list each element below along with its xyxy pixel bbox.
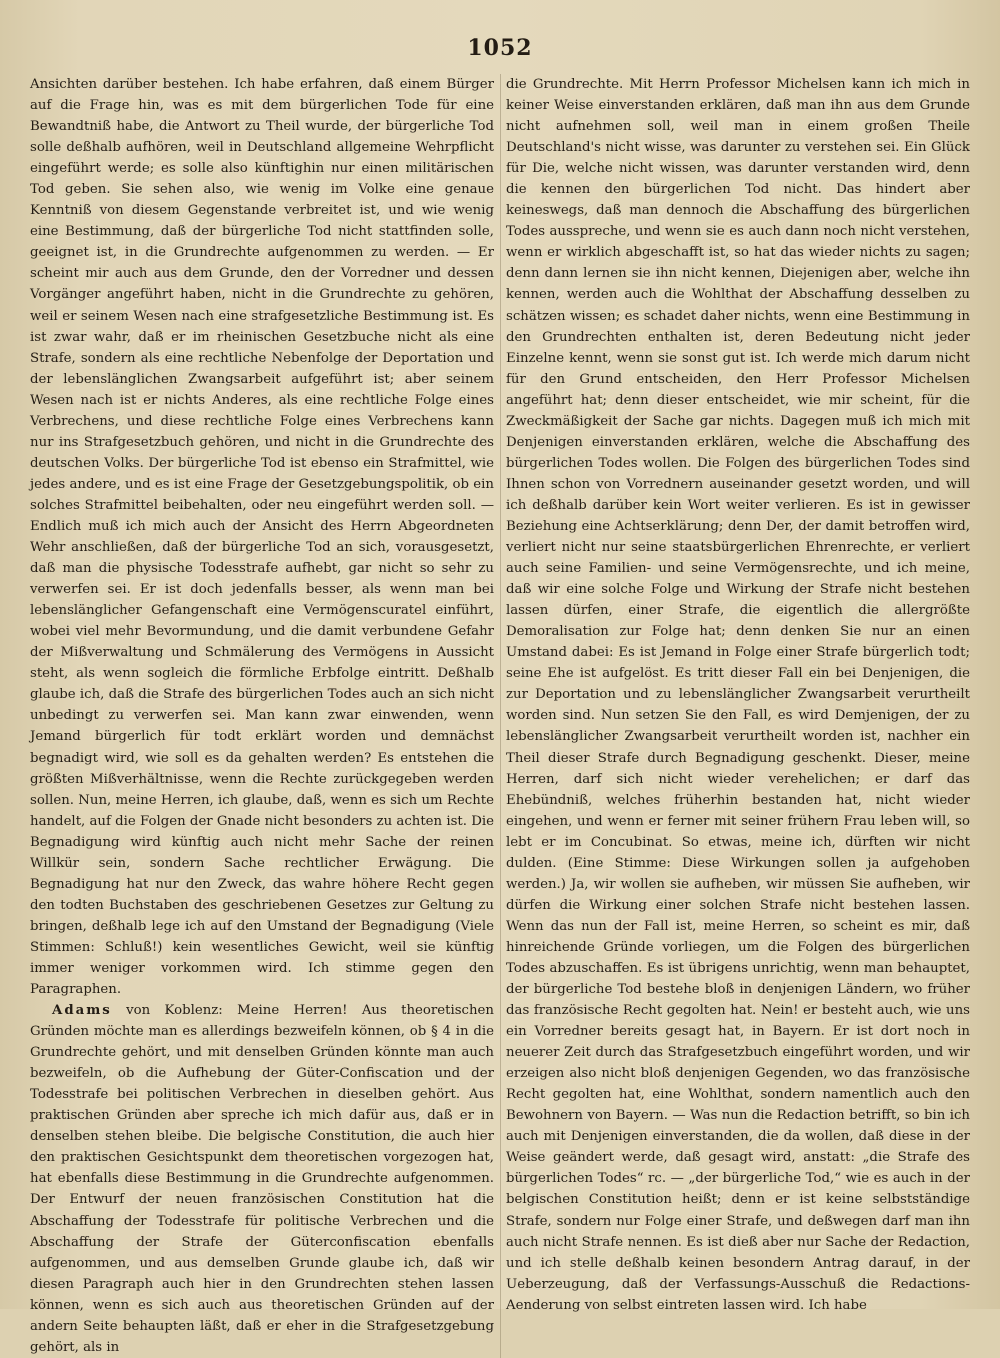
text-columns (30, 74, 970, 1358)
column-divider (500, 74, 501, 1358)
right-column (506, 74, 970, 1316)
page-number: 1052 (467, 35, 533, 61)
paragraph: Ansichten darüber bestehen. Ich habe erfahren, daß einem Bürger auf die Frage hin, was es mit dem bürgerlichen Tode für eine Bewandtniß habe, die Antwort zu Theil wurde, der bürgerliche Tod solle deßhalb aufhören, weil in Deutschland allgemeine Wehrpflicht eingeführt werde; es solle also künftighin nur einen militärischen Tod geben. Sie sehen also, wie wenig im Volke eine genaue Kenntniß von diesem Gegenstande verbreitet ist, und wie wenig eine Bestimmung, daß der bürgerliche Tod nicht stattfinden solle, geeignet ist, in die Grundrechte aufgenommen zu werden. — Er scheint mir auch aus dem Grunde, den der Vorredner und dessen Vorgänger angeführt haben, nicht in die Grundrechte zu gehören, weil er seinem Wesen nach eine strafgesetzliche Bestimmung ist. Es ist zwar wahr, daß er im rheinischen Gesetzbuche nicht als eine Strafe, sondern als eine rechtliche Nebenfolge der Deportation und der lebenslänglichen Zwangsarbeit aufgeführt ist; aber seinem Wesen nach ist er nichts Anderes, als eine rechtliche Folge eines Verbrechens, und diese rechtliche Folge eines Verbrechens kann nur ins Strafgesetzbuch gehören, und nicht in die Grundrechte des deutschen Volks. Der bürgerliche Tod ist ebenso ein Strafmittel, wie jedes andere, und es ist eine Frage der Gesetzgebungspolitik, ob ein solches Strafmittel beibehalten, oder neu eingeführt werden soll. — Endlich muß ich mich auch der Ansicht des Herrn Abgeordneten Wehr anschließen, daß der bürgerliche Tod an sich, vorausgesetzt, daß man die physische Todesstrafe aufhebt, gar nicht so sehr zu verwerfen sei. Er ist doch jedenfalls besser, als wenn man bei lebenslänglicher Gefangenschaft eine Vermögenscuratel einführt, wobei viel mehr Bevormundung, und die damit verbundene Gefahr der Mißverwaltung und Schmälerung des Vermögens in Aussicht steht, als wenn sogleich die förmliche Erbfolge eintritt. Deßhalb glaube ich, daß die Strafe des bürgerlichen Todes auch an sich nicht unbedingt zu verwerfen sei. Man kann zwar einwenden, wenn Jemand bürgerlich für todt erklärt worden und demnächst begnadigt wird, wie soll es da gehalten werden? Es entstehen die größten Mißverhältnisse, wenn die Rechte zurückgegeben werden sollen. Nun, meine Herren, ich glaube, daß, wenn es sich um Rechte handelt, auf die Folgen der Gnade nicht besonders zu achten ist. Die Begnadigung wird künftig auch nicht mehr Sache der reinen Willkür sein, sondern Sache rechtlicher Erwägung. Die Begnadigung hat nur den Zweck, das wahre höhere Recht gegen den todten Buchstaben des geschriebenen Gesetzes zur Geltung zu bringen, deßhalb lege ich auf den Umstand der Begnadigung (Viele Stimmen: Schluß!) kein wesentliches Gewicht, weil sie künftig immer weniger vorkommen wird. Ich stimme gegen den Paragraphen. (30, 77, 494, 998)
speaker-name: Adams (52, 1003, 112, 1019)
paragraph-text: von Koblenz: Meine Herren! Aus theoretischen Gründen möchte man es allerdings bezweifeln können, ob § 4 in die Grundrechte gehört, und mit denselben Gründen könnte man auch bezweifeln, ob die Aufhebung der Güter-Confiscation und der Todesstrafe bei politischen Verbrechen in dieselben gehört. Aus praktischen Gründen aber spreche ich mich dafür aus, daß er in denselben stehen bleibe. Die belgische Constitution, die auch hier den praktischen Gesichtspunkt dem theoretischen vorgezogen hat, hat ebenfalls diese Bestimmung in die Grundrechte aufgenommen. Der Entwurf der neuen französischen Constitution hat die Abschaffung der Todesstrafe für politische Verbrechen und die Abschaffung der Strafe der Güterconfiscation ebenfalls aufgenommen, und aus demselben Grunde glaube ich, daß wir diesen Paragraph auch hier in den Grundrechten stehen lassen können, wenn es sich auch aus theoretischen Gründen auf der andern Seite behaupten läßt, daß er eher in die Strafgesetzgebung gehört, als in (30, 1003, 494, 1355)
paragraph: die Grundrechte. Mit Herrn Professor Michelsen kann ich mich in keiner Weise einverstanden erklären, daß man ihn aus dem Grunde nicht aufnehmen soll, weil man in einem großen Theile Deutschland's nicht wisse, was darunter zu verstehen sei. Ein Glück für Die, welche nicht wissen, was darunter verstanden wird, denn die kennen den bürgerlichen Tod nicht. Das hindert aber keineswegs, daß man dennoch die Abschaffung des bürgerlichen Todes ausspreche, und wenn sie es auch dann noch nicht verstehen, wenn er wirklich abgeschafft ist, so hat das wieder nichts zu sagen; denn dann lernen sie ihn nicht kennen, Diejenigen aber, welche ihn kennen, werden auch die Wohlthat der Abschaffung desselben zu schätzen wissen; es schadet daher nichts, wenn eine Bestimmung in den Grundrechten enthalten ist, deren Bedeutung nicht jeder Einzelne kennt, wenn sie sonst gut ist. Ich werde mich darum nicht für den Grund entscheiden, den Herr Professor Michelsen angeführt hat; denn dieser entscheidet, wie mir scheint, für die Zweckmäßigkeit der Sache gar nichts. Dagegen muß ich mich mit Denjenigen einverstanden erklären, welche die Abschaffung des bürgerlichen Todes wollen. Die Folgen des bürgerlichen Todes sind Ihnen schon von Vorrednern auseinander gesetzt worden, und will ich deßhalb darüber kein Wort weiter verlieren. Es ist in gewisser Beziehung eine Achtserklärung; denn Der, der damit betroffen wird, verliert nicht nur seine staatsbürgerlichen Ehrenrechte, er verliert auch seine Familien- und seine Vermögensrechte, und ich meine, daß wir eine solche Folge und Wirkung der Strafe nicht bestehen lassen dürfen, einer Strafe, die eigentlich die allergrößte Demoralisation zur Folge hat; denn denken Sie nur an einen Umstand dabei: Es ist Jemand in Folge einer Strafe bürgerlich todt; seine Ehe ist aufgelöst. Es tritt dieser Fall ein bei Denjenigen, die zur Deportation und zu lebenslänglicher Zwangsarbeit verurtheilt worden sind. Nun setzen Sie den Fall, es wird Demjenigen, der zu lebenslänglicher Zwangsarbeit verurtheilt worden ist, nachher ein Theil dieser Strafe durch Begnadigung geschenkt. Dieser, meine Herren, darf sich nicht wieder verehelichen; er darf das Ehebündniß, welches früherhin bestanden hat, nicht wieder eingehen, und wenn er ferner mit seiner frühern Frau leben will, so lebt er im Concubinat. So etwas, meine ich, dürften wir nicht dulden. (Eine Stimme: Diese Wirkungen sollen ja aufgehoben werden.) Ja, wir wollen sie aufheben, wir müssen Sie aufheben, wir dürfen die Wirkung einer solchen Strafe nicht bestehen lassen. Wenn das nun der Fall ist, meine Herren, so scheint es mir, daß hinreichende Gründe vorliegen, um die Folgen des bürgerlichen Todes abzuschaffen. Es ist übrigens unrichtig, wenn man behauptet, der bürgerliche Tod bestehe bloß in denjenigen Ländern, wo früher das französische Recht gegolten hat. Nein! er besteht auch, wie uns ein Vorredner bereits gesagt hat, in Bayern. Er ist dort noch in neuerer Zeit durch das Strafgesetzbuch eingeführt worden, und wir erzeigen also nicht bloß denjenigen Gegenden, wo das französische Recht gegolten hat, eine Wohlthat, sondern namentlich auch den Bewohnern von Bayern. — Was nun die Redaction betrifft, so bin ich auch mit Denjenigen einverstanden, die da wollen, daß diese in der Weise geändert werde, daß gesagt wird, anstatt: „die Strafe des bürgerlichen Todes“ rc. — „der bürgerliche Tod,“ wie es auch in der belgischen Constitution heißt; denn er ist keine selbstständige Strafe, sondern nur Folge einer Strafe, und deßwegen darf man ihn auch nicht Strafe nennen. Es ist dieß aber nur Sache der Redaction, und ich stelle deßhalb keinen besondern Antrag darauf, in der Ueberzeugung, daß der Verfassungs-Ausschuß die Redactions-Aenderung von selbst eintreten lassen wird. Ich habe (506, 77, 970, 1313)
left-column (30, 74, 494, 1358)
paragraph (30, 1000, 494, 1358)
